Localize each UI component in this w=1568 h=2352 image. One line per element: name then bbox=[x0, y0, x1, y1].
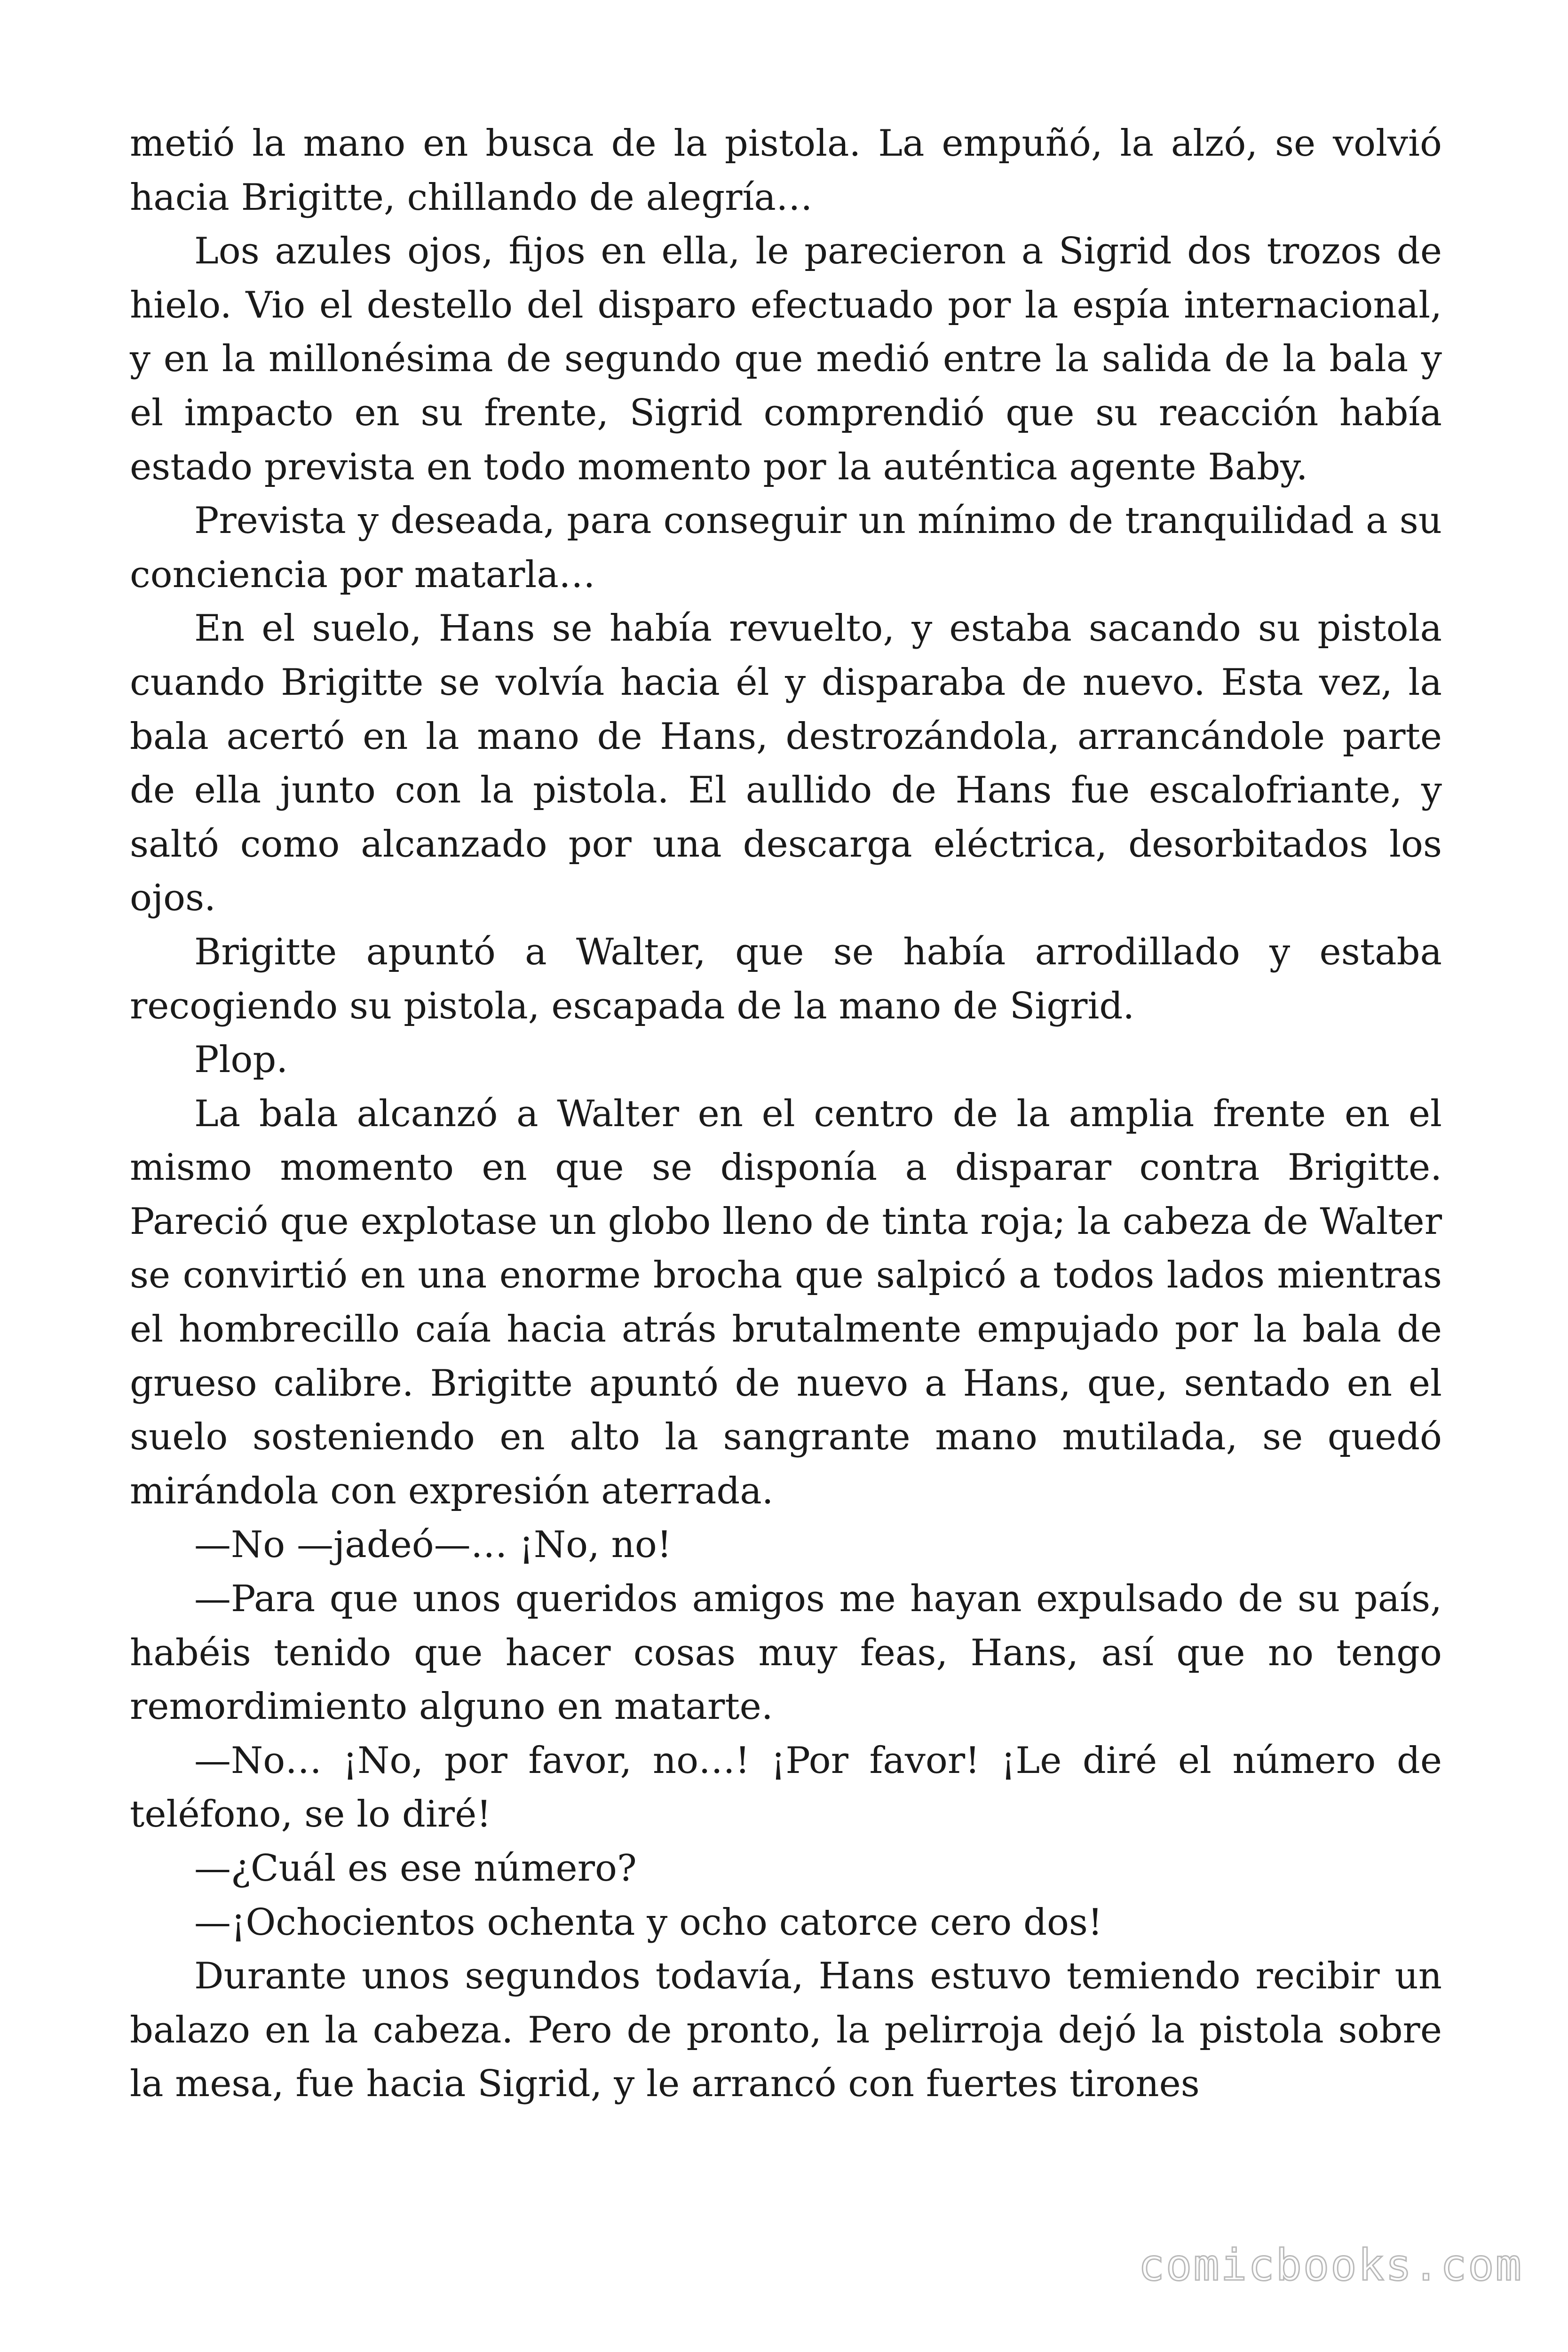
paragraph-11: —¿Cuál es ese número? bbox=[194, 1847, 637, 1890]
paragraph-5: Brigitte apuntó a Walter, que se había arrodillado y estaba recogiendo su pistola, escapada de la mano de Sigrid. bbox=[130, 930, 1442, 1027]
paragraph-10: —No… ¡No, por favor, no…! ¡Por favor! ¡Le diré el número de teléfono, se lo diré! bbox=[130, 1739, 1442, 1836]
page-text bbox=[130, 117, 1442, 2111]
paragraph-4: En el suelo, Hans se había revuelto, y estaba sacando su pistola cuando Brigitte se volvía hacia él y disparaba de nuevo. Esta vez, la bala acertó en la mano de Hans, destrozándola, arrancándole parte de ella junto con la pistola. El aullido de Hans fue escalofriante, y saltó como alcanzado por una descarga eléctrica, desorbitados los ojos. bbox=[130, 607, 1442, 920]
paragraph-13: Durante unos segundos todavía, Hans estuvo temiendo recibir un balazo en la cabeza. Pero de pronto, la pelirroja dejó la pistola sobre la mesa, fue hacia Sigrid, y le arrancó con fuertes tirones bbox=[130, 1955, 1442, 2106]
paragraph-7: La bala alcanzó a Walter en el centro de la amplia frente en el mismo momento en que se disponía a disparar contra Brigitte. Pareció que explotase un globo lleno de tinta roja; la cabeza de Walter se convirtió en una enorme brocha que salpicó a todos lados mientras el hombrecillo caía hacia atrás brutalmente empujado por la bala de grueso calibre. Brigitte apuntó de nuevo a Hans, que, sentado en el suelo sosteniendo en alto la sangrante mano mutilada, se quedó mirándola con expresión aterrada. bbox=[130, 1092, 1442, 1512]
paragraph-1: metió la mano en busca de la pistola. La empuñó, la alzó, se volvió hacia Brigitte, chillando de alegría… bbox=[130, 122, 1442, 219]
paragraph-2: Los azules ojos, fijos en ella, le parecieron a Sigrid dos trozos de hielo. Vio el destello del disparo efectuado por la espía internacional, y en la millonésima de segundo que medió entre la salida de la bala y el impacto en su frente, Sigrid comprendió que su reacción había estado prevista en todo momento por la auténtica agente Baby. bbox=[130, 230, 1442, 488]
watermark: comicbooks.com bbox=[1138, 2240, 1523, 2290]
paragraph-6: Plop. bbox=[194, 1039, 288, 1081]
paragraph-8: —No —jadeó—… ¡No, no! bbox=[194, 1524, 672, 1566]
paragraph-12: —¡Ochocientos ochenta y ocho catorce cero dos! bbox=[194, 1901, 1103, 1944]
paragraph-3: Prevista y deseada, para conseguir un mínimo de tranquilidad a su conciencia por matarla… bbox=[130, 500, 1442, 596]
paragraph-9: —Para que unos queridos amigos me hayan expulsado de su país, habéis tenido que hacer cosas muy feas, Hans, así que no tengo remordimiento alguno en matarte. bbox=[130, 1578, 1442, 1728]
